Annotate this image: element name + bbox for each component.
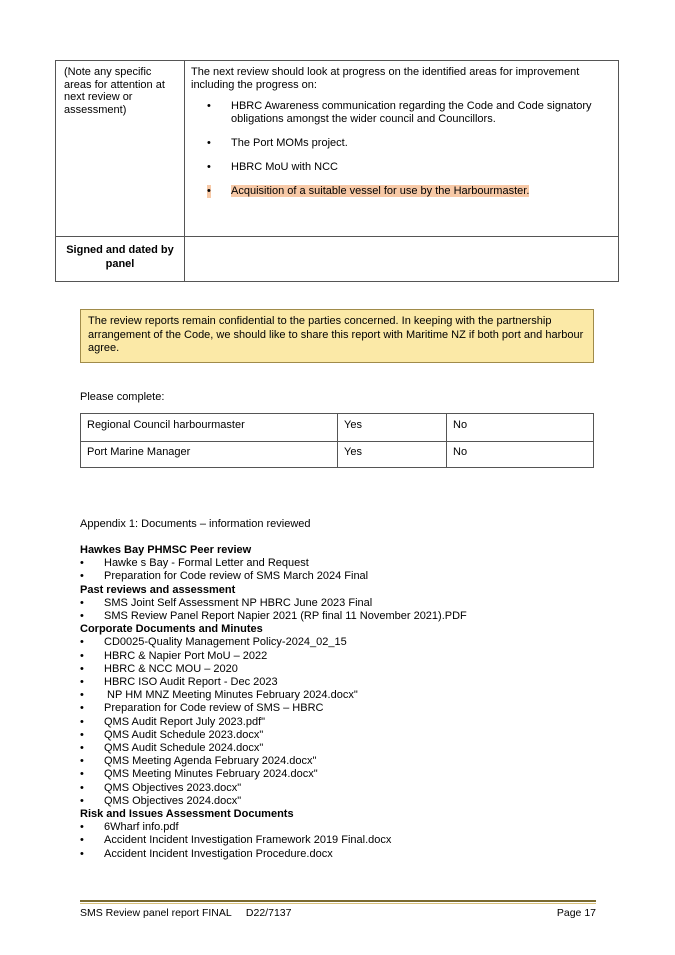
document-list-item	[80, 795, 620, 808]
document-name: Hawke s Bay - Formal Letter and Request	[104, 557, 309, 570]
document-name: HBRC & NCC MOU – 2020	[104, 662, 238, 675]
document-list-item	[80, 742, 620, 755]
role-cell: Port Marine Manager	[81, 441, 338, 468]
document-name: SMS Review Panel Report Napier 2021 (RP final 11 November 2021).PDF	[104, 610, 467, 623]
appendix-title: Appendix 1: Documents – information reviewed	[80, 518, 311, 530]
bullet: •	[80, 702, 84, 715]
bullet: •	[207, 185, 211, 197]
focus-item-text: HBRC MoU with NCC	[231, 161, 338, 173]
bullet: •	[80, 821, 84, 834]
table-row	[81, 441, 593, 468]
document-list-item	[80, 636, 620, 649]
document-name: QMS Audit Report July 2023.pdf"	[104, 715, 266, 728]
document-list-item	[80, 848, 620, 861]
document-list-item	[80, 597, 620, 610]
focus-item	[191, 100, 610, 126]
document-name: Accident Incident Investigation Procedure.docx	[104, 847, 333, 860]
document-list-item	[80, 729, 620, 742]
appendix-section-heading: Hawkes Bay PHMSC Peer review	[80, 544, 252, 556]
document-name: NP HM MNZ Meeting Minutes February 2024.docx"	[104, 689, 358, 702]
bullet: •	[207, 137, 211, 149]
bullet: •	[80, 834, 84, 847]
footer-rule	[80, 900, 596, 902]
document-list-item	[80, 650, 620, 663]
document-name: HBRC & Napier Port MoU – 2022	[104, 649, 268, 662]
attention-intro: The next review should look at progress on the identified areas for improvement including the progress on:	[191, 66, 580, 91]
review-table	[55, 60, 619, 282]
document-list-item	[80, 610, 620, 623]
bullet: •	[80, 794, 84, 807]
bullet: •	[80, 755, 84, 768]
bullet: •	[80, 649, 84, 662]
document-name: QMS Objectives 2024.docx"	[104, 794, 242, 807]
document-list-item	[80, 676, 620, 689]
document-name: QMS Objectives 2023.docx"	[104, 781, 242, 794]
focus-item	[191, 137, 610, 150]
bullet: •	[80, 742, 84, 755]
document-name: QMS Meeting Agenda February 2024.docx"	[104, 755, 317, 768]
bullet: •	[80, 689, 84, 702]
bullet: •	[80, 596, 84, 609]
document-list-item	[80, 570, 620, 583]
document-name: Preparation for Code review of SMS March 2024 Final	[104, 570, 369, 583]
yes-cell: Yes	[338, 414, 447, 441]
bullet: •	[80, 847, 84, 860]
document-name: Accident Incident Investigation Framework 2019 Final.docx	[104, 834, 392, 847]
bullet: •	[80, 662, 84, 675]
document-list-item	[80, 702, 620, 715]
document-list-item	[80, 768, 620, 781]
document-name: HBRC ISO Audit Report - Dec 2023	[104, 676, 278, 689]
focus-item-text: The Port MOMs project.	[231, 137, 348, 149]
no-cell: No	[453, 446, 468, 458]
footer-document-ref: SMS Review panel report FINAL D22/7137	[80, 907, 292, 919]
document-name: QMS Audit Schedule 2023.docx"	[104, 728, 264, 741]
focus-item-highlighted	[191, 185, 610, 198]
no-cell: No	[453, 419, 468, 431]
attention-label: (Note any specific areas for attention at next review or assessment)	[56, 61, 185, 236]
bullet: •	[80, 781, 84, 794]
document-list-item	[80, 821, 620, 834]
table-row	[81, 414, 593, 442]
attention-content	[185, 61, 618, 236]
document-list-item	[80, 834, 620, 847]
document-name: QMS Meeting Minutes February 2024.docx"	[104, 768, 318, 781]
document-list-item	[80, 716, 620, 729]
bullet: •	[207, 100, 211, 112]
focus-list	[191, 100, 610, 198]
document-list-item	[80, 689, 620, 702]
footer-rule-accent	[80, 903, 596, 904]
bullet: •	[80, 728, 84, 741]
document-list-item	[80, 782, 620, 795]
page-number: Page 17	[556, 907, 596, 919]
focus-item-text: Acquisition of a suitable vessel for use by the Harbourmaster.	[231, 185, 530, 197]
bullet: •	[80, 715, 84, 728]
bullet: •	[80, 557, 84, 570]
bullet: •	[80, 768, 84, 781]
bullet: •	[80, 676, 84, 689]
document-name: CD0025-Quality Management Policy-2024_02_15	[104, 636, 347, 649]
document-list-item	[80, 663, 620, 676]
appendix-document-list	[80, 544, 620, 861]
focus-item	[191, 161, 610, 174]
signed-label: Signed and dated by panel	[56, 237, 185, 282]
document-name: Preparation for Code review of SMS – HBRC	[104, 702, 324, 715]
signed-value	[185, 237, 618, 282]
document-name: QMS Audit Schedule 2024.docx"	[104, 742, 264, 755]
confidentiality-note: The review reports remain confidential to the parties concerned. In keeping with the partnership arrangement of the Code, we should like to share this report with Maritime NZ if both port and harbour agree.	[80, 309, 594, 363]
document-list-item	[80, 557, 620, 570]
bullet: •	[207, 161, 211, 173]
document-name: SMS Joint Self Assessment NP HBRC June 2023 Final	[104, 596, 373, 609]
bullet: •	[80, 636, 84, 649]
document-name: 6Wharf info.pdf	[104, 821, 179, 834]
appendix-section-heading: Risk and Issues Assessment Documents	[80, 808, 294, 821]
appendix-section-heading: Corporate Documents and Minutes	[80, 623, 263, 636]
bullet: •	[80, 610, 84, 623]
document-list-item	[80, 755, 620, 768]
please-complete-label: Please complete:	[80, 391, 165, 403]
bullet: •	[80, 570, 84, 583]
yes-cell: Yes	[338, 441, 447, 468]
appendix-section-heading: Past reviews and assessment	[80, 583, 236, 596]
role-cell: Regional Council harbourmaster	[81, 414, 338, 441]
complete-table	[80, 413, 594, 468]
focus-item-text: HBRC Awareness communication regarding the Code and Code signatory obligations amongst the wider council and Councillors.	[231, 100, 592, 125]
